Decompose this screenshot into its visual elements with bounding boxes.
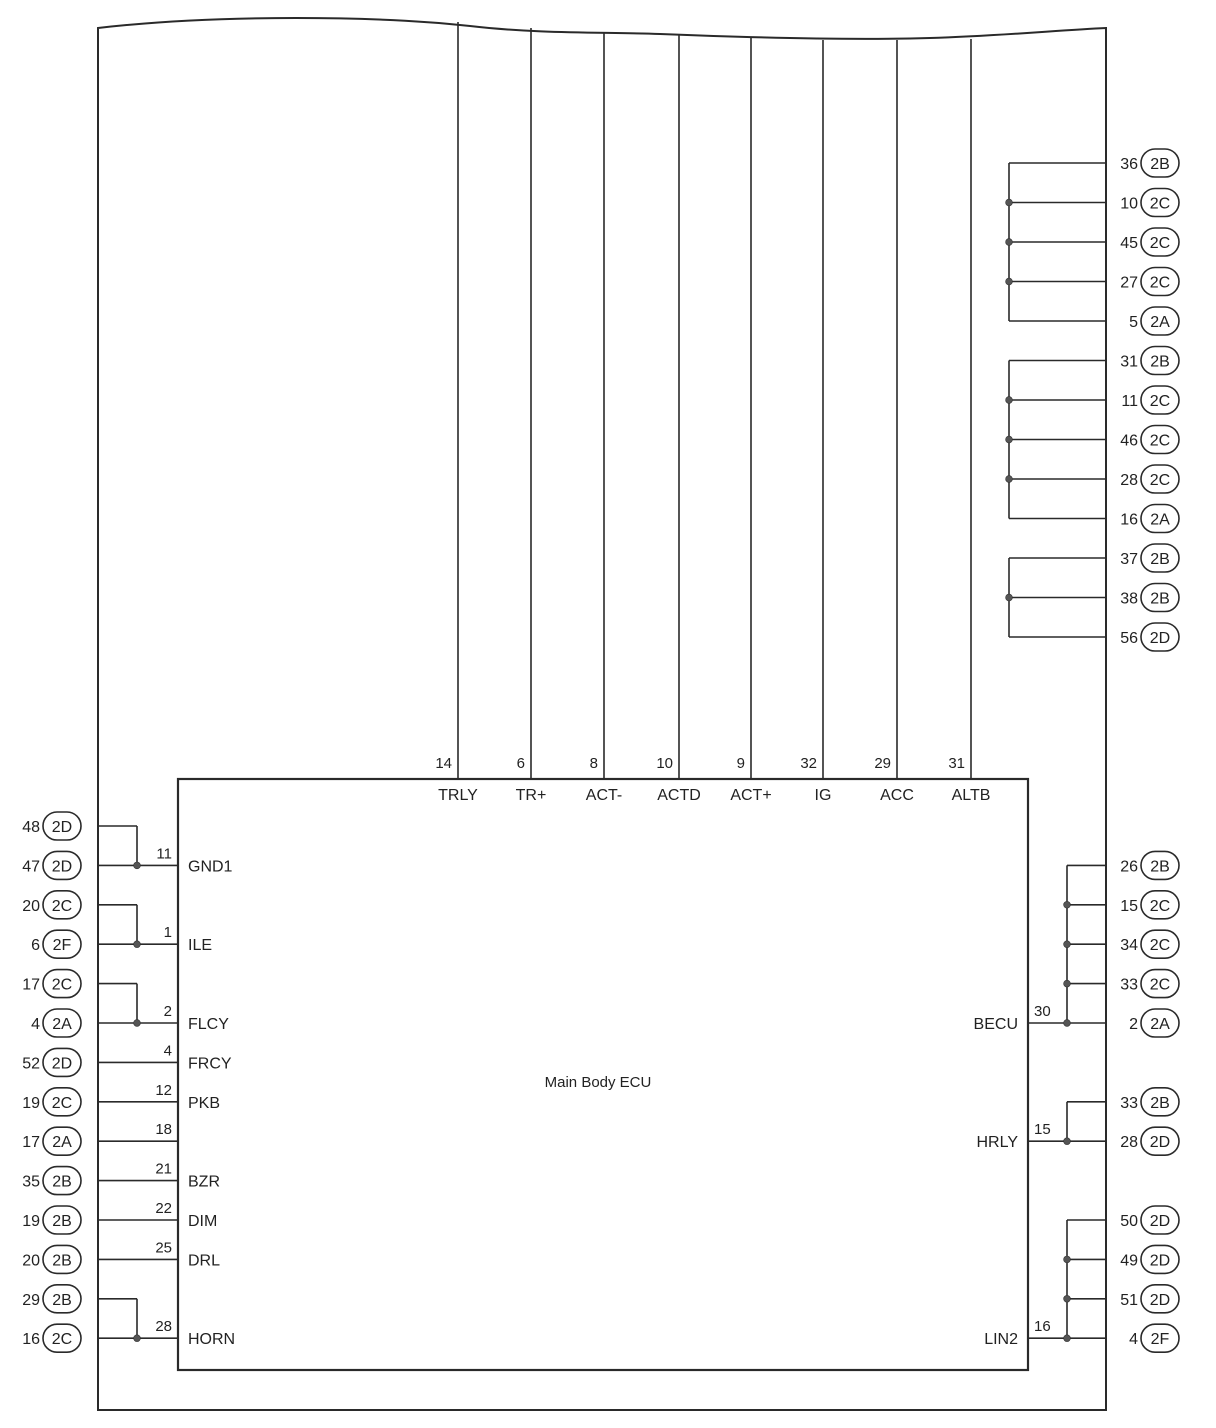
junction-dot [134, 1020, 141, 1027]
junction-dot [1064, 1295, 1071, 1302]
connector-id: 2B [52, 1252, 72, 1270]
top-pin-name: ACT- [585, 787, 623, 804]
top-pin-name: ALTB [951, 787, 991, 804]
connector-label [22, 1285, 81, 1313]
left-pin-name: ILE [188, 937, 213, 955]
top-pin-name: IG [814, 787, 832, 804]
connector-label [1120, 1127, 1179, 1155]
connector-label [1120, 465, 1179, 493]
connector-pin-number: 16 [1120, 511, 1138, 529]
connector-label [1120, 505, 1179, 533]
connector-id: 2C [51, 897, 73, 915]
connector-label [22, 1127, 81, 1155]
connector-id: 2C [1149, 976, 1171, 994]
connector-pin-number: 36 [1120, 156, 1138, 173]
connector-pin-number: 35 [22, 1173, 40, 1191]
left-pin-number: 18 [155, 1121, 172, 1139]
connector-id: 2C [1149, 274, 1171, 292]
connector-pin-number: 2 [1129, 1016, 1138, 1033]
connector-label [1120, 930, 1179, 958]
left-pin-name: DRL [188, 1252, 221, 1270]
left-pin-number: 22 [155, 1200, 172, 1217]
top-pin-name: TR+ [515, 787, 547, 804]
right-pin-name: BECU [973, 1016, 1018, 1033]
connector-pin-number: 6 [31, 937, 40, 955]
top-pin-number: 14 [435, 755, 452, 772]
left-pin-name: BZR [188, 1173, 220, 1191]
top-pin-number: 8 [589, 755, 598, 772]
junction-dot [1064, 1256, 1071, 1263]
connector-pin-number: 28 [1120, 472, 1138, 489]
connector-label [1120, 1245, 1179, 1273]
top-pin-name: ACC [880, 787, 914, 804]
connector-pin-number: 52 [22, 1055, 40, 1073]
junction-dot [134, 941, 141, 948]
connector-id: 2D [1149, 1291, 1171, 1309]
right-pin-number: 15 [1034, 1121, 1051, 1139]
connector-pin-number: 31 [1120, 353, 1138, 371]
right-pin-number: 16 [1034, 1318, 1051, 1336]
connector-id: 2B [1150, 858, 1170, 876]
connector-pin-number: 29 [22, 1291, 40, 1309]
left-pin-name: HORN [188, 1331, 236, 1349]
top-pin-number: 6 [516, 755, 525, 772]
connector-label [22, 1245, 81, 1273]
connector-pin-number: 19 [22, 1094, 40, 1112]
connector-label [22, 1206, 81, 1234]
connector-pin-number: 4 [1129, 1331, 1138, 1349]
left-pin-number: 25 [155, 1239, 172, 1257]
connector-pin-number: 10 [1120, 195, 1138, 213]
connector-id: 2B [1150, 353, 1170, 371]
junction-dot [134, 862, 141, 869]
junction-dot [1006, 397, 1013, 404]
connector-pin-number: 4 [31, 1016, 40, 1033]
connector-id: 2A [1150, 314, 1170, 331]
connector-id: 2C [51, 1094, 73, 1112]
connector-id: 2C [1149, 195, 1171, 213]
right-pin-name: LIN2 [984, 1331, 1018, 1349]
junction-dot [1006, 199, 1013, 206]
connector-id: 2B [52, 1173, 72, 1191]
connector-pin-number: 51 [1120, 1291, 1138, 1309]
left-pin-number: 11 [156, 845, 172, 863]
connector-id: 2D [51, 858, 73, 876]
connector-pin-number: 49 [1120, 1252, 1138, 1270]
connector-pin-number: 33 [1120, 1094, 1138, 1112]
connector-label [1120, 347, 1179, 375]
connector-label [1120, 426, 1179, 454]
connector-pin-number: 11 [1121, 393, 1138, 410]
connector-label [22, 1088, 81, 1116]
connector-id: 2B [52, 1291, 72, 1309]
connector-pin-number: 5 [1129, 314, 1138, 331]
junction-dot [1064, 1335, 1071, 1342]
connector-id: 2D [1149, 630, 1171, 647]
connector-pin-number: 20 [22, 1252, 40, 1270]
connector-label [1129, 1324, 1179, 1352]
connector-label [1120, 149, 1179, 177]
left-pin-number: 2 [163, 1003, 172, 1020]
connector-label [1120, 623, 1179, 651]
connector-id: 2C [1149, 937, 1171, 955]
top-pin-number: 29 [874, 755, 891, 772]
connector-pin-number: 33 [1120, 976, 1138, 994]
connector-id: 2D [51, 1055, 73, 1073]
top-pin-number: 9 [736, 755, 745, 772]
connector-pin-number: 20 [22, 897, 40, 915]
connector-label [1120, 228, 1179, 256]
connector-pin-number: 47 [22, 858, 40, 876]
junction-dot [1006, 436, 1013, 443]
connector-pin-number: 34 [1120, 937, 1138, 955]
connector-pin-number: 37 [1120, 551, 1138, 568]
connector-label [1120, 970, 1179, 998]
junction-dot [1006, 239, 1013, 246]
connector-label [22, 1167, 81, 1195]
connector-pin-number: 15 [1120, 897, 1138, 915]
connector-label [1120, 268, 1179, 296]
connector-label [1120, 891, 1179, 919]
ecu-title: Main Body ECU [544, 1074, 652, 1091]
left-pin-name: PKB [188, 1094, 221, 1112]
connector-pin-number: 19 [22, 1213, 40, 1230]
right-pin-number: 30 [1034, 1003, 1051, 1020]
connector-id: 2F [52, 937, 72, 955]
left-pin-number: 21 [155, 1160, 172, 1178]
connector-pin-number: 17 [22, 1134, 40, 1152]
connector-label [22, 970, 81, 998]
connector-id: 2C [51, 1331, 73, 1349]
connector-label [1121, 386, 1179, 414]
junction-dot [1064, 941, 1071, 948]
connector-pin-number: 45 [1120, 235, 1138, 252]
connector-id: 2C [1149, 393, 1171, 410]
connector-pin-number: 26 [1120, 858, 1138, 876]
connector-id: 2C [1149, 472, 1171, 489]
right-pin-name: HRLY [976, 1134, 1018, 1152]
connector-pin-number: 46 [1120, 432, 1138, 450]
connector-id: 2A [52, 1016, 72, 1033]
connector-pin-number: 27 [1120, 274, 1138, 292]
connector-id: 2F [1150, 1331, 1170, 1349]
left-pin-name: FRCY [188, 1055, 232, 1073]
connector-id: 2B [1150, 590, 1170, 608]
junction-dot [1064, 1138, 1071, 1145]
connector-id: 2C [1149, 235, 1171, 252]
connector-id: 2D [1149, 1134, 1171, 1152]
connector-id: 2C [1149, 432, 1171, 450]
left-pin-number: 4 [163, 1042, 172, 1060]
connector-id: 2D [51, 819, 73, 836]
junction-dot [134, 1335, 141, 1342]
connector-id: 2D [1149, 1213, 1171, 1230]
left-pin-name: GND1 [188, 858, 233, 876]
connector-pin-number: 16 [22, 1331, 40, 1349]
connector-label [22, 1048, 81, 1076]
connector-id: 2B [52, 1213, 72, 1230]
junction-dot [1006, 594, 1013, 601]
connector-id: 2C [1149, 897, 1171, 915]
connector-label [1129, 1009, 1179, 1037]
connector-id: 2B [1150, 551, 1170, 568]
connector-label [31, 1009, 81, 1037]
top-pin-number: 10 [656, 755, 673, 772]
connector-label [31, 930, 81, 958]
connector-pin-number: 56 [1120, 630, 1138, 647]
junction-dot [1006, 278, 1013, 285]
left-pin-number: 28 [155, 1318, 172, 1336]
connector-id: 2B [1150, 156, 1170, 173]
left-pin-name: FLCY [188, 1016, 229, 1033]
top-pin-number: 31 [948, 755, 965, 772]
junction-dot [1064, 980, 1071, 987]
connector-pin-number: 38 [1120, 590, 1138, 608]
connector-label [1120, 584, 1179, 612]
top-pin-number: 32 [800, 755, 817, 772]
connector-pin-number: 50 [1120, 1213, 1138, 1230]
connector-label [1120, 1088, 1179, 1116]
junction-dot [1064, 901, 1071, 908]
left-pin-name: DIM [188, 1213, 218, 1230]
junction-dot [1064, 1020, 1071, 1027]
connector-label [1120, 544, 1179, 572]
connector-id: 2D [1149, 1252, 1171, 1270]
left-pin-number: 12 [155, 1081, 172, 1099]
connector-id: 2A [52, 1134, 72, 1152]
connector-label [1120, 1285, 1179, 1313]
connector-id: 2A [1150, 511, 1170, 529]
connector-label [22, 1324, 81, 1352]
connector-id: 2B [1150, 1094, 1170, 1112]
connector-label [1129, 307, 1179, 335]
connector-label [22, 851, 81, 879]
top-pin-name: ACTD [657, 787, 701, 804]
connector-pin-number: 17 [22, 976, 40, 994]
left-pin-number: 1 [163, 924, 172, 942]
connector-label [1120, 1206, 1179, 1234]
connector-pin-number: 28 [1120, 1134, 1138, 1152]
connector-id: 2C [51, 976, 73, 994]
junction-dot [1006, 476, 1013, 483]
top-pin-name: TRLY [438, 787, 478, 804]
connector-label [22, 891, 81, 919]
connector-pin-number: 48 [22, 819, 40, 836]
connector-label [1120, 189, 1179, 217]
connector-label [1120, 851, 1179, 879]
connector-label [22, 812, 81, 840]
top-pin-name: ACT+ [730, 787, 772, 804]
connector-id: 2A [1150, 1016, 1170, 1033]
